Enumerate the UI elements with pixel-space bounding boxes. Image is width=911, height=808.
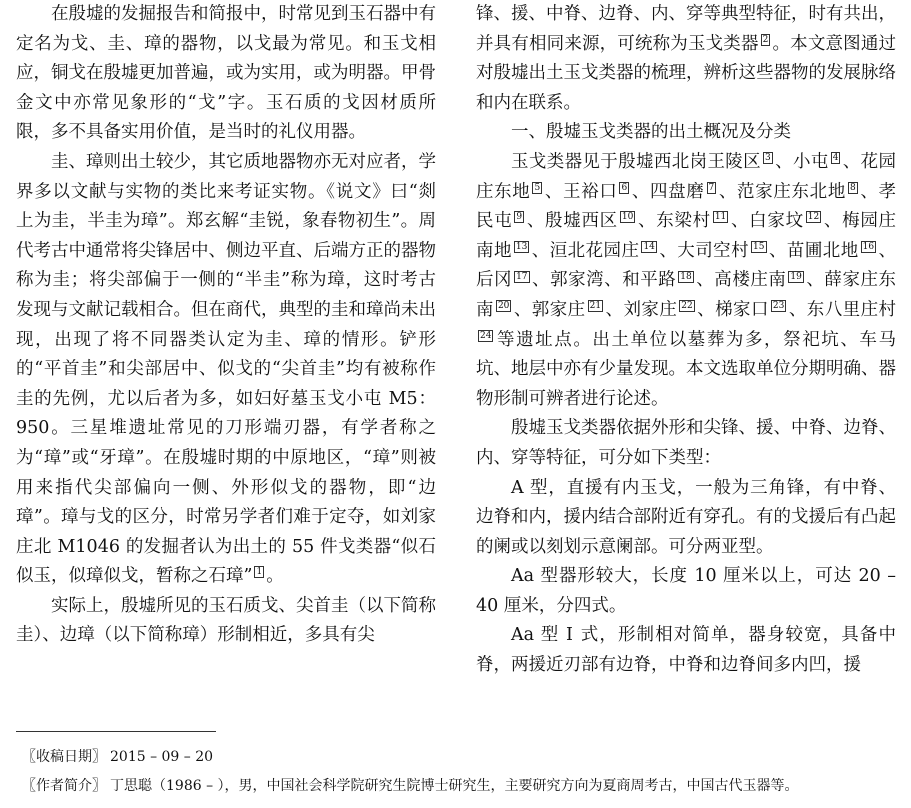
site-name: 玉戈类器见于殷墟西北岗王陵区 [511,151,762,172]
reference-mark: 20 [497,301,510,312]
footnote-received [22,747,213,767]
reference-mark: 3 [765,153,771,164]
footnote-label: 〖收稿日期〗 [22,749,106,765]
site-name: 、大司空村 [658,240,750,261]
site-name: 、洹北花园庄 [531,240,640,261]
paragraph-text: 。本文意图通过对殷墟出土玉戈类器的梳理，辨析这些器物的发展脉络和内在联系。 [476,33,897,113]
reference-mark: 19 [790,271,802,282]
reference-mark: 21 [589,301,602,312]
site-name: 、高楼庄南 [695,270,787,291]
reference-mark: 2 [762,34,769,45]
reference-mark: 22 [681,301,693,312]
reference-mark: 9 [516,212,523,223]
paragraph-continued [476,0,896,118]
paragraph [16,148,436,592]
left-column [16,0,436,651]
footnote-value: 2015 – 09 – 20 [110,749,214,765]
site-name: 、梅园庄南地 [476,211,897,261]
paragraph-end: 等遗址点。出土单位以墓葬为多，祭祀坑、车马坑、地层中亦有少量发现。本文选取单位分期明确、器物形制可辨者进行论述。 [476,329,896,409]
footnote-author [22,776,799,796]
site-name: 、孝民屯 [476,181,897,232]
site-name: 、东梁村 [637,211,711,232]
reference-mark: 17 [516,271,528,282]
site-name: 、后冈 [476,240,897,291]
site-name: 、范家庄东北地 [718,181,846,202]
right-column [476,0,896,681]
paragraph: 实际上，殷墟所见的玉石质戈、尖首圭（以下简称圭）、边璋（以下简称璋）形制相近，多具有尖 [16,595,436,646]
reference-mark: 18 [680,271,692,282]
site-name: 、王裕口 [544,181,618,202]
reference-mark: 23 [772,301,785,312]
site-name: 、四盘磨 [631,181,705,202]
reference-mark: 5 [534,182,541,193]
footnote-label: 〖作者简介〗 [22,778,106,794]
paragraph: A 型，直援有内玉戈，一般为三角锋，有中脊、边脊和内，援内结合部附近有穿孔。有的戈援后有凸起的阑或以刻划示意阑部。可分两亚型。 [476,477,896,557]
site-name: 、梯家口 [696,299,769,320]
site-name: 、花园庄东地 [476,151,897,202]
footnote-divider [16,731,216,732]
reference-mark: 10 [621,212,634,223]
site-name: 、殷墟西区 [526,211,618,232]
paragraph: Aa 型 Ⅰ 式，形制相对简单，器身较宽，具备中脊，两援近刃部有边脊，中脊和边脊间多内凹，援 [476,625,896,676]
reference-mark: 1 [256,567,263,578]
paragraph: 殷墟玉戈类器依据外形和尖锋、援、中脊、边脊、内、穿等特征，可分如下类型： [476,418,896,468]
reference-mark: 4 [832,153,839,164]
reference-mark: 11 [714,212,727,223]
site-name: 、郭家庄 [513,299,586,320]
site-name: 、苗圃北地 [768,240,859,261]
reference-mark: 14 [643,241,655,252]
site-name: 、薛家庄东南 [476,270,897,320]
paragraph-text: 锋、援、中脊、边脊、内、穿等典型特征，时有共出，并具有相同来源，可统称为玉戈类器 [476,4,896,54]
site-name: 、东八里庄村 [788,299,897,320]
site-name: 、郭家湾、和平路 [531,270,677,291]
reference-mark: 7 [708,182,715,193]
reference-mark: 13 [515,241,528,252]
site-name: 、小屯 [774,151,829,172]
site-name: 、刘家庄 [605,299,678,320]
reference-mark: 12 [807,212,820,223]
footnote-value: 丁思聪（1986 – ），男，中国社会科学院研究生院博士研究生，主要研究方向为夏商周考古，中国古代玉器等。 [110,778,799,794]
site-name: 、白家坟 [730,211,804,232]
paragraph-end: 。 [266,566,284,587]
reference-mark: 16 [862,241,875,252]
paragraph: 在殷墟的发掘报告和简报中，时常见到玉石器中有定名为戈、圭、璋的器物，以戈最为常见。和玉戈相应，铜戈在殷墟更加普遍，或为实用，或为明器。甲骨金文中亦常见象形的“戈”字。玉石质的戈因材质所限，多不具备实用价值，是当时的礼仪用器。 [16,4,436,143]
reference-mark: 24 [480,330,492,341]
reference-mark: 6 [621,182,628,193]
paragraph-text: 圭、璋则出土较少，其它质地器物亦无对应者，学界多以文献与实物的类比来考证实物。《说文》曰“剡上为圭，半圭为璋”。郑玄解“圭锐，象春物初生”。周代考古中通常将尖锋居中、侧边平直、后端方正的器物称为圭；将尖部偏于一侧的“半圭”称为璋，这时考古发现与文献记载相合。但在商代，典型的圭和璋尚未出现，出现了将不同器类认定为圭、璋的情形。铲形的“平首圭”和尖部居中、似戈的“尖首圭”均有被称作圭的先例，尤以后者为多，如妇好墓玉戈小屯 M5：950。三星堆遗址常见的刀形端刃器，有学者称之为“璋”或“牙璋”。在殷墟时期的中原地区，“璋”则被用来指代尖部偏向一侧、外形似戈的器物，即“边璋”。璋与戈的区分，时常另学者们难于定夺，如刘家庄北 M1046 的发掘者认为出土的 55 件戈类器“似石似玉，似璋似戈，暂称之石璋” [16,151,436,587]
section-heading: 一、殷墟玉戈类器的出土概况及分类 [511,122,791,143]
paragraph: Aa 型器形较大，长度 10 厘米以上，可达 20 – 40 厘米，分四式。 [476,566,896,616]
reference-mark: 8 [849,182,856,193]
reference-mark: 15 [753,241,765,252]
paragraph-sites [476,148,896,414]
